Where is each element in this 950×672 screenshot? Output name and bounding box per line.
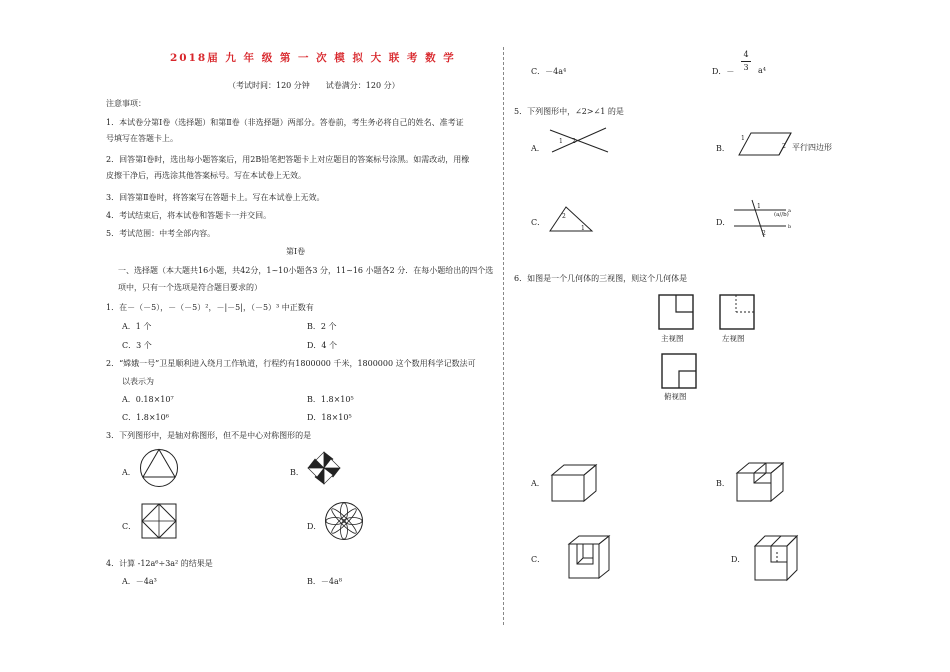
front-view-caption: 主视图 [661, 334, 684, 343]
q1-option-a: A．1 个 [122, 322, 152, 331]
cube-figure [550, 463, 600, 503]
q2-option-b: B．1.8×10⁵ [307, 395, 354, 404]
q4-option-d-suffix: a⁴ [758, 66, 766, 75]
exam-info: （考试时间：120 分钟 试卷满分：120 分） [228, 81, 400, 90]
q6-option-c: C． [531, 555, 546, 564]
q2-option-d: D．18×10⁵ [307, 413, 352, 422]
q2-option-c: C．1.8×10⁶ [122, 413, 169, 422]
q6-option-b: B． [716, 479, 730, 488]
circle-triangle-figure [139, 448, 179, 488]
instruction-line: 一、选择题（本大题共16小题，共42分，1~10小题各3 分，11~16 小题各2 分．在每小题给出的四个选 [118, 266, 494, 275]
fraction-denominator: 3 [743, 63, 749, 72]
notice-heading: 注意事项： [106, 99, 146, 108]
parallel-note: (a//b) [774, 212, 789, 218]
q5-option-c: C． [531, 218, 546, 227]
svg-text:1: 1 [559, 138, 563, 145]
instruction-line: 项中，只有一个选项是符合题目要求的） [118, 283, 262, 292]
parallelogram-figure [737, 131, 793, 157]
top-view-figure [661, 353, 697, 389]
triangle-angles-figure [548, 205, 596, 235]
notched-solid-c-figure [563, 534, 613, 582]
question-4-stem: 4．计算 -12a⁶÷3a² 的结果是 [106, 559, 213, 568]
q3-option-a: A． [122, 468, 136, 477]
fraction-numerator: 4 [743, 50, 749, 59]
front-view-figure [658, 294, 694, 330]
fraction-bar [741, 61, 751, 62]
q3-option-b: B． [290, 468, 304, 477]
notice-line: 5．考试范围：中考全部内容。 [106, 229, 216, 238]
q4-option-c: C．－4a⁴ [531, 67, 567, 76]
left-view-caption: 左视图 [722, 334, 745, 343]
q1-option-d: D．4 个 [307, 341, 338, 350]
q5-option-d: D． [716, 218, 731, 227]
notched-solid-b-figure [735, 459, 787, 503]
svg-text:1: 1 [741, 135, 745, 142]
question-1-stem: 1．在－（－5），－（－5）²，－|－5|，（－5）³ 中正数有 [106, 303, 314, 312]
q2-option-a: A．0.18×10⁷ [122, 395, 174, 404]
q6-option-a: A． [531, 479, 545, 488]
svg-text:2: 2 [762, 230, 766, 237]
q5-option-a: A． [531, 144, 545, 153]
svg-text:b: b [788, 224, 792, 230]
left-view-figure [719, 294, 755, 330]
q1-option-b: B．2 个 [307, 322, 337, 331]
q4-option-d-prefix: D．－ [712, 67, 735, 76]
svg-text:2: 2 [562, 213, 566, 220]
notice-line: 1．本试卷分第Ⅰ卷（选择题）和第Ⅱ卷（非选择题）两部分。答卷前，考生务必将自己的姓名、准考证 [106, 118, 464, 127]
question-5-stem: 5．下列图形中，∠2>∠1 的是 [514, 107, 624, 116]
exam-title: 2018届 九 年 级 第 一 次 模 拟 大 联 考 数 学 [170, 52, 456, 64]
top-view-caption: 俯视图 [664, 392, 687, 401]
notched-solid-d-figure [751, 534, 801, 582]
q6-option-d: D． [731, 555, 746, 564]
column-divider [503, 47, 504, 625]
notice-line: 4．考试结束后，将本试卷和答题卡一并交回。 [106, 211, 272, 220]
q4-option-b: B．－4a⁸ [307, 577, 342, 586]
notice-line: 2．回答第Ⅰ卷时，选出每小题答案后，用2B铅笔把答题卡上对应题目的答案标号涂黑。如需改动，用橡 [106, 155, 470, 164]
question-3-stem: 3．下列图形中，是轴对称图形，但不是中心对称图形的是 [106, 431, 312, 440]
section-title: 第Ⅰ卷 [286, 247, 306, 256]
parallelogram-caption: 平行四边形 [792, 143, 832, 152]
q5-option-b: B． [716, 144, 730, 153]
question-6-stem: 6．如图是一个几何体的三视图，则这个几何体是 [514, 274, 688, 283]
pinwheel-figure [305, 449, 343, 487]
svg-text:1: 1 [757, 203, 761, 210]
question-2-stem: 2．“嫦娥一号”卫星顺利进入绕月工作轨道，行程约有1800000 千米，1800000 这个数用科学记数法可 [106, 359, 476, 368]
square-diamond-figure [141, 503, 177, 539]
intersecting-lines-figure [548, 126, 610, 154]
q3-option-d: D． [307, 522, 322, 531]
q3-option-c: C． [122, 522, 137, 531]
q4-option-a: A．－4a³ [122, 577, 157, 586]
question-2-stem-cont: 以表示为 [122, 377, 154, 386]
notice-line: 皮擦干净后，再选涂其他答案标号。写在本试卷上无效。 [106, 171, 306, 180]
notice-line: 号填写在答题卡上。 [106, 134, 178, 143]
parallel-lines-transversal-figure [732, 199, 792, 239]
svg-text:1: 1 [581, 225, 585, 232]
svg-text:a: a [788, 208, 791, 214]
svg-text:2: 2 [572, 138, 576, 145]
notice-line: 3．回答第Ⅱ卷时，将答案写在答题卡上。写在本试卷上无效。 [106, 193, 325, 202]
svg-text:2: 2 [782, 143, 786, 150]
q1-option-c: C．3 个 [122, 341, 152, 350]
flower-circle-figure [324, 501, 364, 541]
